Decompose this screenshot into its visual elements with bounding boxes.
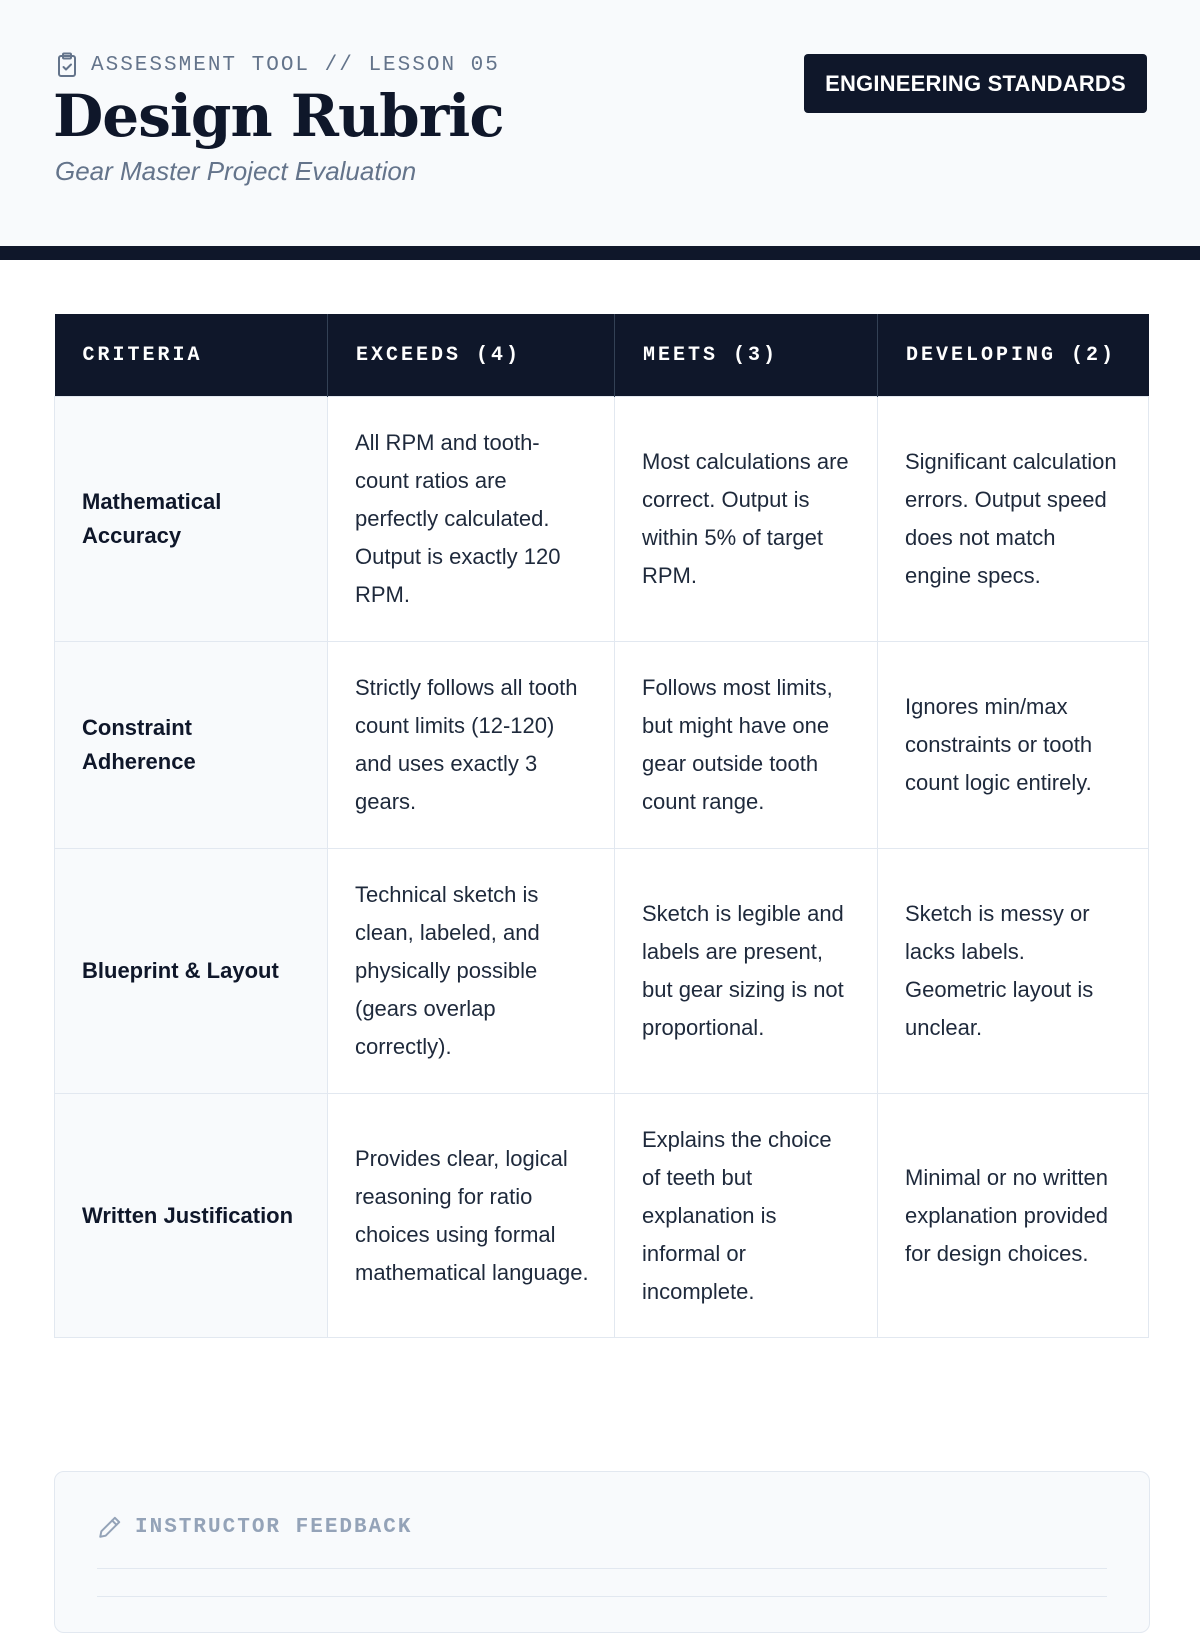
lesson-tag bbox=[55, 52, 500, 78]
meets-cell: Most calculations are correct. Output is within 5% of target RPM. bbox=[615, 397, 878, 642]
table-row bbox=[55, 642, 1149, 849]
lesson-tag-text: ASSESSMENT TOOL // LESSON 05 bbox=[91, 53, 500, 77]
page-header bbox=[0, 0, 1200, 246]
header-divider bbox=[0, 246, 1200, 260]
meets-cell: Sketch is legible and labels are present, but gear sizing is not proportional. bbox=[615, 849, 878, 1094]
column-header-criteria: CRITERIA bbox=[55, 314, 328, 397]
engineering-standards-button[interactable]: ENGINEERING STANDARDS bbox=[804, 54, 1147, 113]
criteria-cell: Constraint Adherence bbox=[55, 642, 328, 849]
page-subtitle: Gear Master Project Evaluation bbox=[55, 156, 417, 186]
feedback-heading bbox=[97, 1514, 412, 1540]
exceeds-cell: Strictly follows all tooth count limits (12-120) and uses exactly 3 gears. bbox=[328, 642, 615, 849]
exceeds-cell: Technical sketch is clean, labeled, and physically possible (gears overlap correctly). bbox=[328, 849, 615, 1094]
feedback-title: INSTRUCTOR FEEDBACK bbox=[135, 1515, 413, 1539]
meets-cell: Follows most limits, but might have one gear outside tooth count range. bbox=[615, 642, 878, 849]
exceeds-cell: All RPM and tooth-count ratios are perfectly calculated. Output is exactly 120 RPM. bbox=[328, 397, 615, 642]
table-row bbox=[55, 849, 1149, 1094]
column-header-developing: DEVELOPING (2) bbox=[878, 314, 1149, 397]
developing-cell: Ignores min/max constraints or tooth count logic entirely. bbox=[878, 642, 1149, 849]
page-title: Design Rubric bbox=[53, 82, 504, 150]
exceeds-cell: Provides clear, logical reasoning for ratio choices using formal mathematical language. bbox=[328, 1094, 615, 1338]
feedback-writing-line[interactable] bbox=[97, 1596, 1107, 1597]
feedback-writing-line[interactable] bbox=[97, 1568, 1107, 1569]
criteria-cell: Blueprint & Layout bbox=[55, 849, 328, 1094]
table-row bbox=[55, 1094, 1149, 1338]
instructor-feedback-panel bbox=[54, 1471, 1150, 1633]
rubric-header-row bbox=[55, 314, 1149, 397]
pencil-icon bbox=[97, 1514, 123, 1540]
developing-cell: Significant calculation errors. Output speed does not match engine specs. bbox=[878, 397, 1149, 642]
meets-cell: Explains the choice of teeth but explanation is informal or incomplete. bbox=[615, 1094, 878, 1338]
criteria-cell: Mathematical Accuracy bbox=[55, 397, 328, 642]
developing-cell: Sketch is messy or lacks labels. Geometric layout is unclear. bbox=[878, 849, 1149, 1094]
rubric-table bbox=[54, 314, 1149, 1338]
column-header-meets: MEETS (3) bbox=[615, 314, 878, 397]
developing-cell: Minimal or no written explanation provided for design choices. bbox=[878, 1094, 1149, 1338]
table-row bbox=[55, 397, 1149, 642]
criteria-cell: Written Justification bbox=[55, 1094, 328, 1338]
clipboard-icon bbox=[55, 52, 79, 78]
column-header-exceeds: EXCEEDS (4) bbox=[328, 314, 615, 397]
